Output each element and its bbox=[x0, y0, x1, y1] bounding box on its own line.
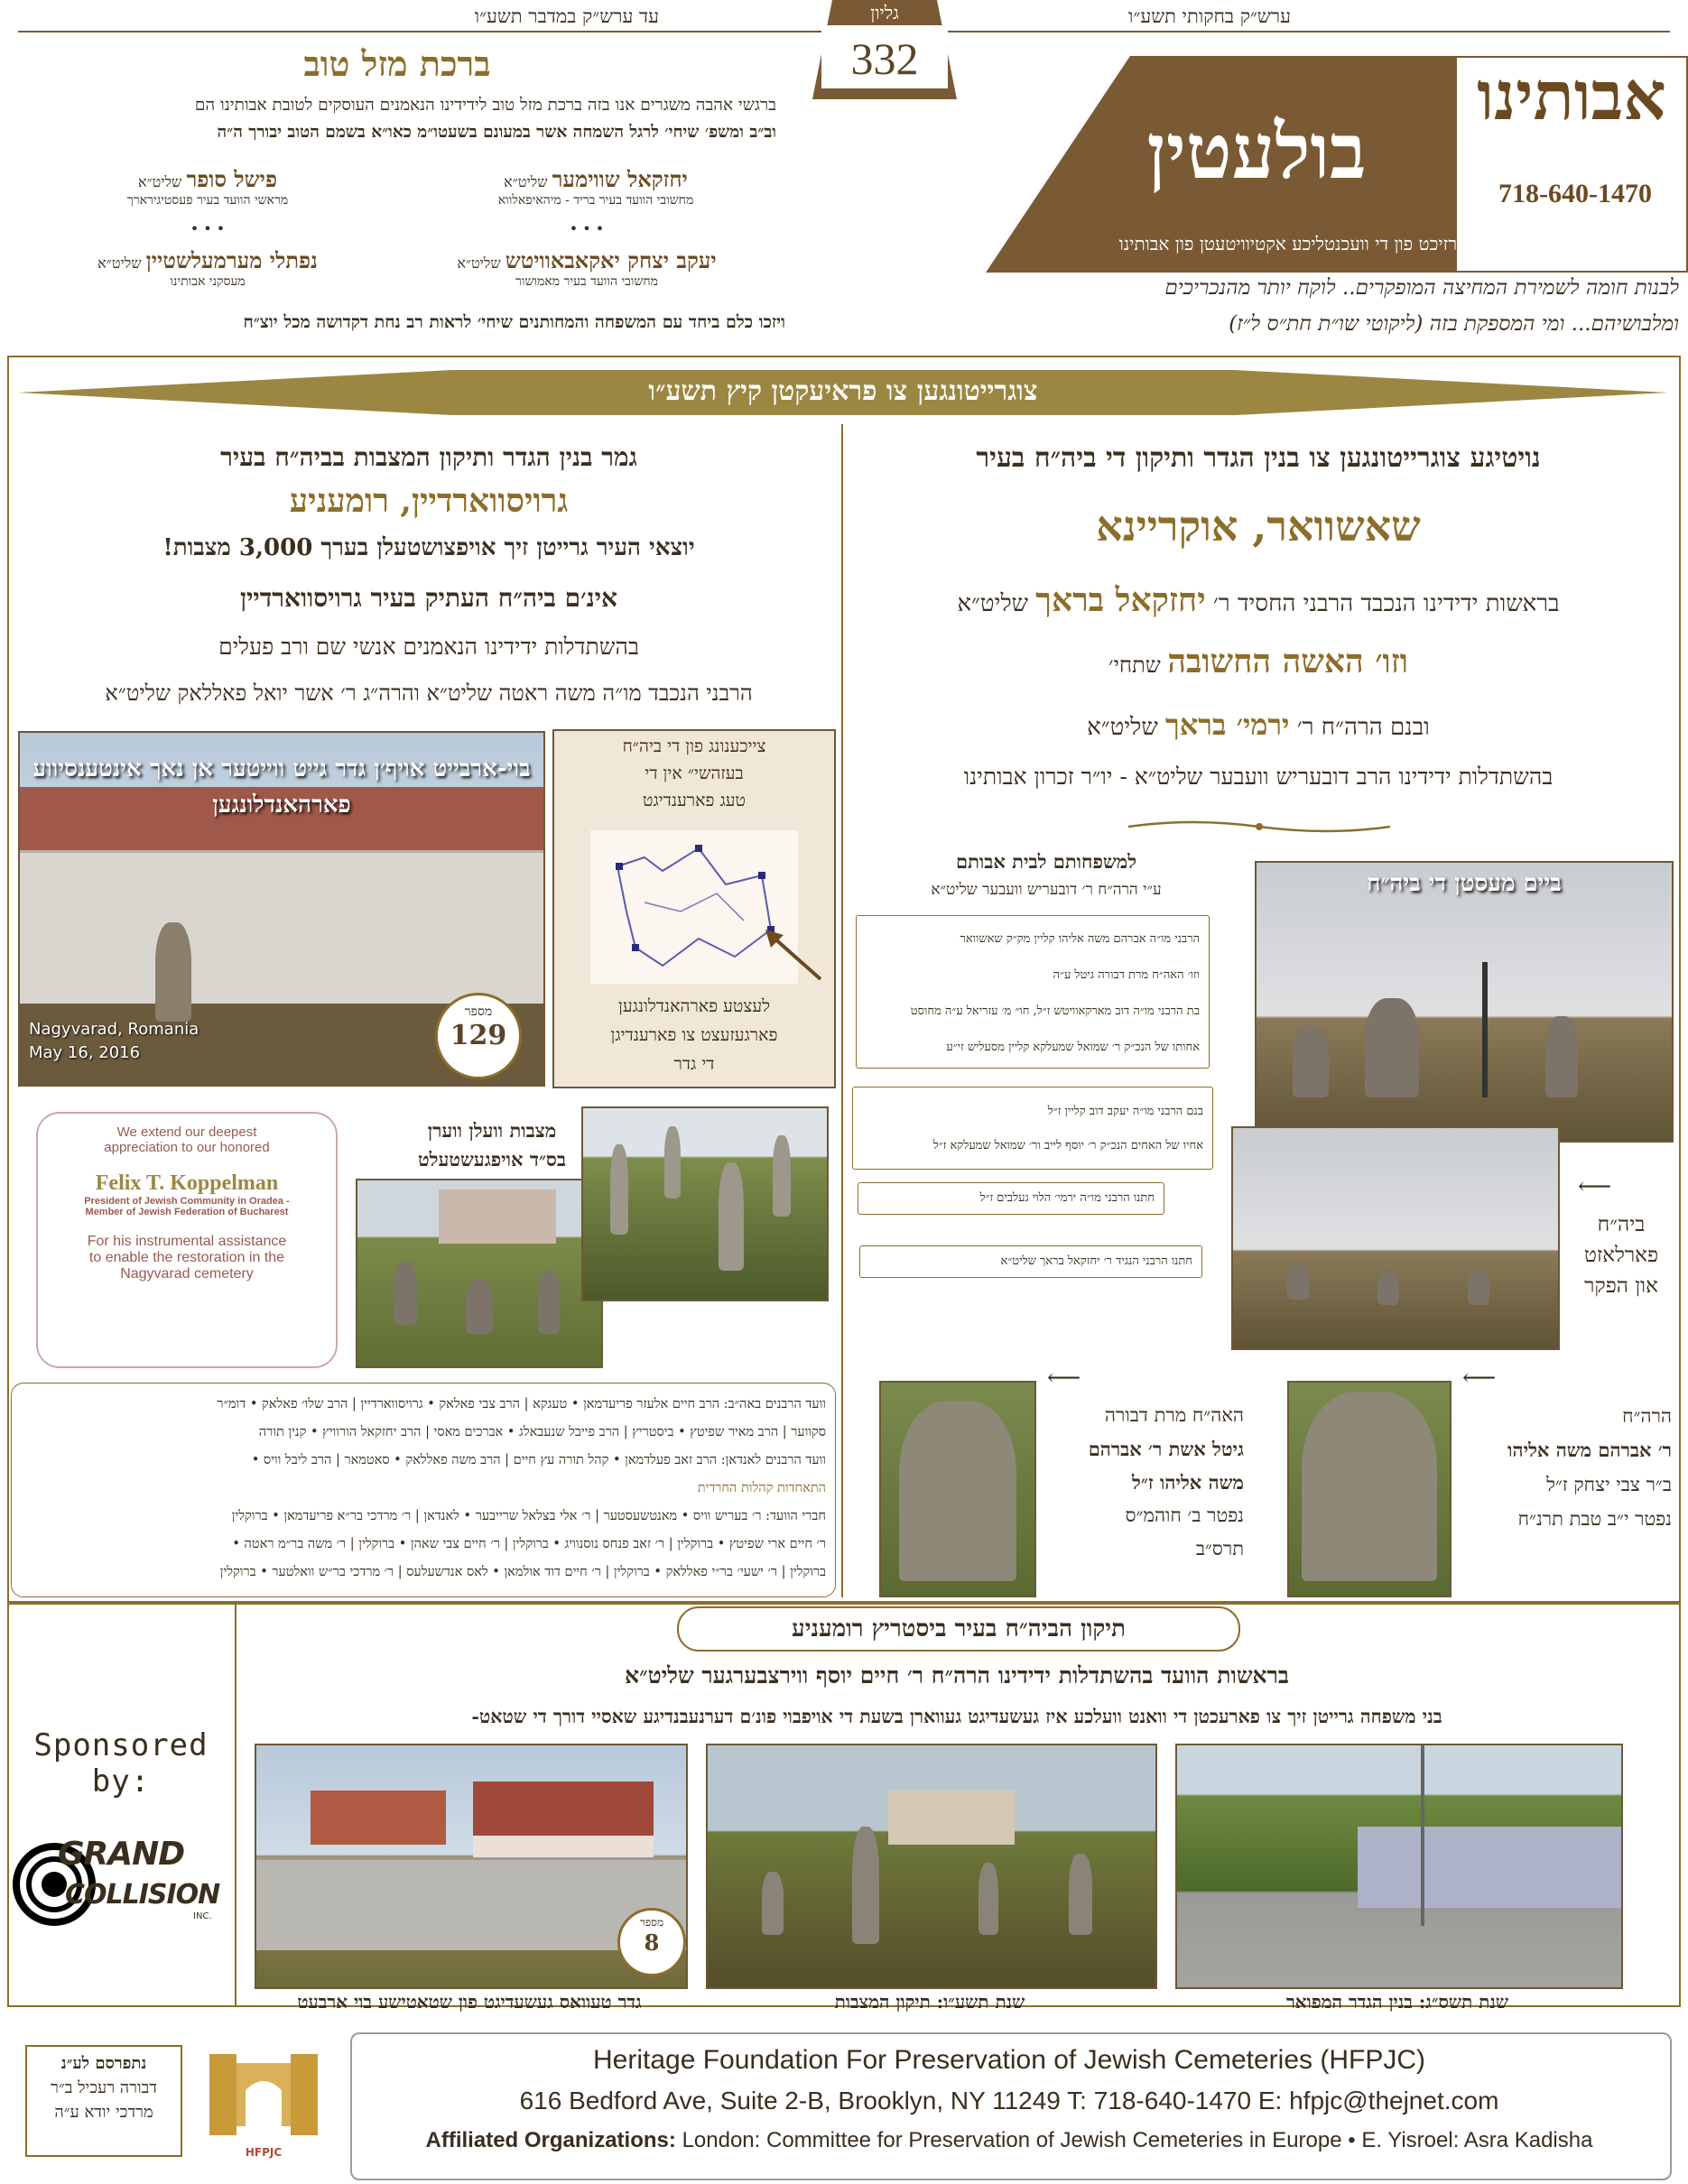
honoree-sub: מראשי הוועד בעיר פעסטיגירארך bbox=[126, 193, 289, 208]
affiliated bbox=[359, 2128, 1659, 2153]
committee-line: ר׳ חיים ארי שפיטץ • ברוקלין | ר׳ זאב פנחס נוסנוויג • ברוקלין | ר׳ חיים צבי שאהן • ברוקלין | ר׳ משה בר״מ ראטה • bbox=[232, 1537, 826, 1551]
map-note-3: די גדר bbox=[673, 1054, 715, 1074]
bistritz-stones-photo bbox=[706, 1744, 1157, 1989]
family-line: הרבני מו״ה אברהם משה אליהו קליין מק״ק שאשוואר bbox=[960, 932, 1200, 946]
name: וזו׳ האשה החשובה bbox=[1167, 643, 1408, 680]
gravestone bbox=[978, 1863, 998, 1935]
badge-number: 8 bbox=[644, 1930, 660, 1956]
text: ובנם הרה״ח ר׳ bbox=[1296, 714, 1430, 741]
family-title: למשפחותם לבית אבותם bbox=[955, 850, 1137, 873]
right-place: שאשוואר, אוקריינא bbox=[1096, 502, 1421, 551]
bottom-divider bbox=[235, 1603, 237, 2005]
issue-number: 332 bbox=[850, 33, 919, 84]
committee-list bbox=[21, 1391, 826, 1587]
banner-title: צוגרייטונגען צו פראיעקטן קיץ תשע״ו bbox=[648, 375, 1038, 407]
sponsor-logo bbox=[13, 1834, 229, 1933]
building bbox=[439, 1189, 556, 1244]
grave-photo-1 bbox=[879, 1381, 1036, 1597]
gravestone bbox=[466, 1280, 493, 1334]
separator-dots: • • • bbox=[569, 220, 605, 237]
caption-line: משה אליהו ז״ל bbox=[1132, 1471, 1244, 1494]
appreciation-line-4: to enable the restoration in the bbox=[88, 1250, 285, 1265]
committee-line: סקווער | הרב מאיר שפיטץ • ביסטריץ | הרב פייבל שנעבאלג • אברכים מאסי | הרב יחזקאל הורוויץ • קנין תורה bbox=[258, 1425, 826, 1439]
dedication-line: מרדכי יודא ע״ה bbox=[54, 2103, 153, 2122]
caption-line: און הפקר bbox=[1584, 1274, 1658, 1298]
caption-line: גיטל אשת ר׳ אברהם bbox=[1088, 1438, 1244, 1460]
caption-line: הרה״ח bbox=[1622, 1405, 1672, 1427]
mazal-name-1 bbox=[424, 166, 767, 208]
arrow-left-icon: ⟵ bbox=[1462, 1365, 1497, 1392]
quote-line-2: ומלבושיהם... ומי המספקת בזה (ליקוטי שו״ת חת״ס ל״ז) bbox=[1229, 312, 1679, 336]
caption-line: נפטר י״ב טבת תרנ״ח bbox=[1517, 1508, 1672, 1530]
family-line: אחיו של האחים הנכ״ק ר׳ יוסף לייב ור׳ שמואל שמעלקא ז״ל bbox=[932, 1139, 1203, 1152]
right-line-1: נויטיגע צוגרייטונגען צו בנין הגדר ותיקון די ביה״ח בעיר bbox=[976, 442, 1541, 474]
column-divider bbox=[841, 424, 843, 1597]
grave-photo-2 bbox=[1287, 1381, 1451, 1597]
org-address: 616 Bedford Ave, Suite 2-B, Brooklyn, NY 11249 T: 718-640-1470 E: hfpjc@thejnet.com bbox=[519, 2087, 1499, 2115]
gravestone bbox=[664, 1126, 681, 1198]
badge-number: 129 bbox=[450, 1020, 507, 1051]
brand-sub: א קורצע איבערזיכט פון די וועכנטליכע אקטיוויטעטן פון אבותינו bbox=[1118, 233, 1557, 254]
honoree-name: יחזקאל שווימער bbox=[552, 166, 688, 192]
photo-date: May 16, 2016 bbox=[29, 1043, 141, 1062]
honoree-suffix: שליט״א bbox=[504, 173, 548, 190]
gravestone bbox=[155, 922, 191, 1022]
family-line: בנם הרבני מו״ה יעקב דוב קליין ז״ל bbox=[1047, 1105, 1203, 1118]
map-note-1: לעצטע פארהאנדלונגען bbox=[618, 996, 770, 1016]
dedication-line: דבורה רעכיל ב״ר bbox=[51, 2078, 157, 2097]
right-line-2 bbox=[852, 581, 1665, 619]
measuring-photo-caption: ביים מעסטן די ביה״ח bbox=[1367, 870, 1562, 897]
map-title-1: צייכענונג פון די ביה״ח bbox=[622, 736, 766, 756]
project-number-badge bbox=[617, 1908, 686, 1976]
text: בראשות ידידינו הנכבד הרבני החסיד ר׳ bbox=[1212, 590, 1560, 617]
caption-line: האה״ח מרת דבורה bbox=[1104, 1404, 1244, 1426]
ornament-divider bbox=[1128, 816, 1390, 838]
committee-line: וועד הרבנים לאנדאן: הרב זאב פעלדמאן • קהל תורה עץ חיים | הרב משה פאללאק • סאטמאר | הרב ליבל וויס • bbox=[251, 1453, 826, 1467]
left-place: גרויסווארדיין, רומעניע bbox=[289, 482, 569, 520]
sponsor-name-1: GRAND bbox=[58, 1836, 185, 1873]
mazal-name-3 bbox=[397, 247, 776, 290]
caption-line: ביה״ח bbox=[1597, 1213, 1646, 1236]
name: ירמי׳ בראך bbox=[1165, 708, 1290, 742]
bottom-line-2: בני משפחה גרייטן זיך צו פארעכטן די וואנט וועלכע איז געשעדיגט געווארן בשעת די אויפבוי פונ׳ם דערנעבנדיגע שאסיי דורך די שטאט- bbox=[471, 1706, 1442, 1727]
gravestone bbox=[1302, 1392, 1437, 1581]
appreciation-role-2: Member of Jewish Federation of Bucharest bbox=[85, 1207, 289, 1217]
honoree-suffix: שליט״א bbox=[457, 254, 501, 272]
text: שתחי׳ bbox=[1108, 652, 1161, 678]
gravestone bbox=[1287, 1263, 1309, 1300]
left-line-5: הרבני הנכבד מו״ה משה ראטה שליט״א והרה״ג ר׳ אשר יואל פאללאק שליט״א bbox=[105, 680, 753, 706]
badge-label: מספר bbox=[464, 1004, 493, 1019]
gravestone bbox=[899, 1401, 1016, 1581]
caption-line: ר׳ אברהם משה אליהו bbox=[1507, 1439, 1672, 1461]
appreciation-line-3: For his instrumental assistance bbox=[87, 1234, 287, 1249]
left-line-4: בהשתדלות ידידינו הנאמנים אנשי שם ורב פעלים bbox=[218, 634, 639, 660]
stones-photo-2 bbox=[581, 1106, 829, 1301]
logo-text: HFPJC bbox=[245, 2146, 283, 2159]
badge-label: מספר bbox=[639, 1916, 664, 1929]
caption-line: תרס״ב bbox=[1195, 1538, 1244, 1559]
family-line: וזו׳ האה״ח מרת דבורה גיטל ע״ה bbox=[1053, 968, 1200, 982]
gravestone bbox=[852, 1827, 879, 1944]
appreciation-line-2: appreciation to our honored bbox=[104, 1140, 270, 1155]
sponsor-name-2: COLLISION bbox=[65, 1879, 220, 1911]
hfpjc-logo bbox=[209, 2045, 318, 2171]
quote-line-1: לבנות חומה לשמירת המחיצה המופקרים.. לוקח יותר מהנכריכים bbox=[1164, 276, 1679, 300]
bottom-line-1: בראשות הוועד בהשתדלות ידידינו הרה״ח ר׳ חיים יוסף ווירצבערגער שליט״א bbox=[625, 1662, 1289, 1689]
gravestone bbox=[610, 1144, 628, 1235]
right-line-3 bbox=[852, 643, 1665, 680]
left-line-2: יוצאי העיר גרייטן זיך אויפצושטעלן בערך 3,000 מצבות! bbox=[162, 534, 695, 561]
gravestone bbox=[773, 1135, 791, 1217]
blue-wall bbox=[1358, 1827, 1621, 1908]
mazal-name-2 bbox=[36, 166, 379, 208]
name: יחזקאל בראך bbox=[1035, 581, 1206, 619]
mazal-name-4 bbox=[36, 247, 379, 290]
family-sub: ע״י הרה״ח ר׳ דובעריש וועבער שליט״א bbox=[931, 881, 1162, 899]
family-box-3: חתנו הרבני מו״ה ירמי׳ הלוי געלבים ז״ל bbox=[858, 1182, 1164, 1215]
wall-photo-caption: בוי-ארבייט אויף׳ן גדר גייט ווייטער אן נאך אינטענסיווע פארהאנדלונגען bbox=[32, 755, 531, 819]
committee-line: ברוקלין | ר׳ ישעי׳ בר״י פאללאק • ברוקלין | ר׳ חיים דוד אולמאן • לאס אנדשעלעס | ר׳ מרדכי בר״ש וואלטער • ברוקלין bbox=[219, 1565, 826, 1579]
header-right-date: ערש״ק בחקותי תשע״ו bbox=[1127, 5, 1291, 27]
arrow-left-icon: ⟵ bbox=[1047, 1365, 1081, 1392]
caption-line: ב״ר צבי יצחק ז״ל bbox=[1546, 1474, 1672, 1495]
honoree-name: פישל סופר bbox=[186, 166, 277, 192]
concrete-wall bbox=[20, 850, 543, 1006]
abandoned-cemetery-photo bbox=[1231, 1126, 1560, 1350]
family-box-4: חתנו הרבני הנגיד ר׳ יחזקאל בראך שליט״א bbox=[859, 1245, 1202, 1278]
issue-badge bbox=[812, 0, 957, 99]
gravestone bbox=[719, 1162, 744, 1271]
bistritz-wall-photo bbox=[255, 1744, 688, 1989]
mazal-line-2: וב״ב ומשפ׳ שיחי׳ לרגל השמחה אשר במעונם בשעטו״מ כאו״א בשמם הטוב יבורך ה״ה bbox=[217, 123, 776, 142]
affiliated-label: Affiliated Organizations: bbox=[425, 2128, 676, 2152]
dedication-box bbox=[25, 2045, 182, 2157]
stones-photo-1 bbox=[356, 1179, 603, 1368]
brand-phone: 718-640-1470 bbox=[1498, 179, 1652, 208]
gravestone bbox=[394, 1262, 417, 1325]
right-line-5: בהשתדלות ידידינו הרב דובעריש וועבער שליט״א - יו״ר זכרון אבותינו bbox=[963, 763, 1554, 790]
gravestone bbox=[1468, 1269, 1489, 1305]
mazal-line-1: ברגשי אהבה משגרים אנו בזה ברכת מזל טוב לידידינו הנאמנים העוסקים לטובת אבותינו הם bbox=[194, 96, 776, 115]
project-number-badge bbox=[435, 993, 522, 1079]
bottom-caption-2: שנת תשע״ו: תיקון המצבות bbox=[834, 1991, 1025, 2013]
wall-photo bbox=[18, 731, 545, 1087]
honoree-name: נפתלי מערמעלשטיין bbox=[145, 247, 318, 273]
measuring-photo bbox=[1255, 861, 1674, 1143]
bottom-caption-1: גדר טעוואס געשעדיגט פון שטאטישע בוי ארבעט bbox=[297, 1991, 642, 2013]
appreciation-card bbox=[36, 1112, 338, 1368]
grave-caption-2 bbox=[1455, 1399, 1672, 1536]
gravestone bbox=[1377, 1272, 1399, 1305]
org-name: Heritage Foundation For Preservation of Jewish Cemeteries (HFPJC) bbox=[592, 2045, 1426, 2075]
appreciation-line-1: We extend our deepest bbox=[116, 1124, 257, 1140]
honoree-sub: מחשובי הוועד בעיר בריד - מיהאיפאלווא bbox=[497, 193, 694, 208]
sponsored-by: Sponsored by: bbox=[33, 1727, 209, 1800]
separator-dots: • • • bbox=[190, 220, 226, 237]
bottom-title: תיקון הביה״ח בעיר ביסטריץ רומעניע bbox=[677, 1606, 1240, 1652]
mazal-title: ברכת מזל טוב bbox=[303, 43, 491, 84]
honoree-suffix: שליט״א bbox=[97, 254, 142, 272]
affiliated-text: London: Committee for Preservation of Jewish Cemeteries in Europe • E. Yisroel: Asra Kadisha bbox=[682, 2128, 1593, 2152]
appreciation-role-1: President of Jewish Community in Oradea - bbox=[84, 1196, 290, 1207]
banner bbox=[18, 365, 1668, 421]
committee-line: וועד הרבנים באה״ב: הרב חיים אלעזר פריעדמאן • טעגקא | הרב צבי פאלאק • גרויסווארדיין | הרב שלו׳ פאלאק • דומ״ר bbox=[217, 1397, 826, 1411]
mazal-footer: ויזכו כלם ביחד עם המשפחה והמחותנים שיחי׳ לראות רב נחת דקדושה מכל יוצ״ח bbox=[243, 312, 785, 332]
issue-label: גליון bbox=[870, 2, 899, 23]
brand-word-2: בולעטין bbox=[1146, 106, 1367, 196]
family-box-1 bbox=[856, 915, 1210, 1069]
appreciation-name: Felix T. Koppelman bbox=[95, 1171, 279, 1195]
gravestone bbox=[1293, 1025, 1329, 1097]
abandoned-caption bbox=[1567, 1209, 1675, 1301]
sponsor-inc: INC. bbox=[193, 1911, 212, 1921]
family-box-2 bbox=[852, 1087, 1213, 1170]
committee-line: חברי הוועד: ר׳ בעריש וויס • מאנטשעסטער | ר׳ אלי בצלאל שרייבער • לאנדאן | ר׳ מרדכי בר״א פריעדמאן • ברוקלין bbox=[231, 1509, 826, 1523]
honoree-sub: מעסקני אבותינו bbox=[170, 274, 246, 289]
text: שליט״א bbox=[1087, 714, 1158, 741]
stones-caption-1: מצבות וועלן ווערן bbox=[427, 1119, 557, 1142]
brand-block bbox=[986, 56, 1688, 273]
map-title-2: בעזהשי״ אין די bbox=[645, 763, 744, 783]
brand-word-1: אבותינו bbox=[1477, 58, 1666, 135]
bistritz-road-photo bbox=[1175, 1744, 1623, 1989]
appreciation-line-5: Nagyvarad cemetery bbox=[120, 1266, 254, 1282]
gravestone bbox=[1069, 1854, 1092, 1935]
committee-line: התאחדות קהלות החרדית bbox=[697, 1481, 826, 1495]
honoree-name: יעקב יצחק יאקאבאוויטש bbox=[505, 247, 717, 273]
caption-line: פארלאזט bbox=[1583, 1244, 1659, 1267]
map-note-2: פארגעזעצט צו פארענדיגן bbox=[610, 1025, 778, 1045]
left-line-3: אינ׳ם ביה״ח העתיק בעיר גרויסווארדיין bbox=[239, 583, 618, 613]
map-title-3: טעג פארענדיגט bbox=[642, 791, 747, 810]
caption-line: נפטר ב׳ חוהמ״ס bbox=[1125, 1504, 1244, 1526]
honoree-suffix: שליט״א bbox=[137, 173, 182, 190]
left-line-1: גמר בנין הגדר ותיקון המצבות בביה״ח בעיר bbox=[220, 442, 637, 472]
honoree-sub: מחשובי הוועד בעיר מאמושור bbox=[515, 274, 658, 289]
dedication-line: נתפרסם לע״נ bbox=[60, 2054, 147, 2073]
surveyor-tripod bbox=[1482, 962, 1488, 1097]
header-left-date: עד ערש״ק במדבר תשע״ו bbox=[474, 5, 659, 27]
committee-box bbox=[11, 1383, 836, 1597]
map-box bbox=[552, 729, 836, 1088]
family-line: בת הרבני מו״ה דוב מארקאוויטש ז״ל, חו״ מ׳ עזריאל ע״ה מחוסט bbox=[910, 1004, 1200, 1018]
arrow-left-icon: ⟵ bbox=[1578, 1173, 1612, 1200]
right-line-4 bbox=[852, 708, 1665, 742]
gravestone bbox=[1545, 1016, 1578, 1097]
building bbox=[888, 1791, 1015, 1845]
gravestone bbox=[1365, 998, 1419, 1097]
utility-pole bbox=[1421, 1745, 1424, 1926]
photo-place: Nagyvarad, Romania bbox=[29, 1020, 199, 1039]
text: שליט״א bbox=[957, 590, 1029, 617]
stones-caption-2: בס״ד אויפגעשטעלט bbox=[417, 1148, 566, 1171]
grave-caption-1 bbox=[1045, 1399, 1244, 1566]
gravestone bbox=[538, 1271, 560, 1334]
footer bbox=[7, 2027, 1677, 2180]
family-line: אחותו של הנכ״ק ר׳ שמואל שמעלקא קליין מסעליש זי״ע bbox=[946, 1041, 1200, 1054]
bottom-caption-3: שנת תשס״ג: בנין הגדר המפואר bbox=[1285, 1991, 1509, 2013]
house-roof bbox=[311, 1791, 446, 1845]
house-roof bbox=[473, 1781, 654, 1836]
arrow-icon bbox=[762, 930, 825, 984]
gravestone bbox=[762, 1872, 784, 1935]
